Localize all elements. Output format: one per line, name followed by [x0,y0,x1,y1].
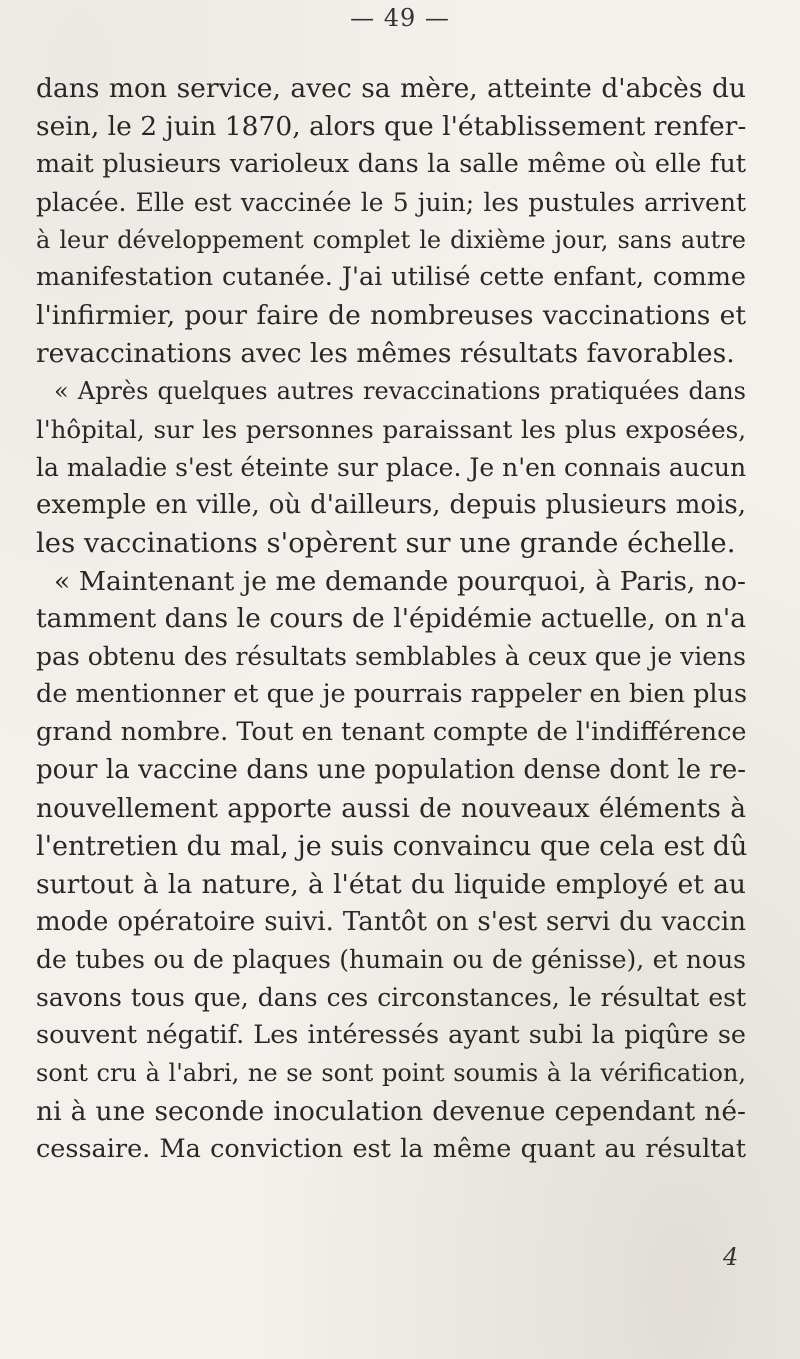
text-line: « Après quelques autres revaccinations pratiquées dans [54,377,746,406]
text-line: tamment dans le cours de l'épidémie actuelle, on n'a [36,603,746,635]
text-line: à leur développement complet le dixième jour, sans autre [36,225,746,254]
text-line: revaccinations avec les mêmes résultats favorables. [36,338,735,370]
text-line: les vaccinations s'opèrent sur une grande échelle. [36,526,736,559]
text-line: mode opératoire suivi. Tantôt on s'est servi du vaccin [36,906,746,937]
text-line: exemple en ville, où d'ailleurs, depuis plusieurs mois, [36,489,746,520]
text-line: ni à une seconde inoculation devenue cependant né- [36,1096,746,1128]
text-line: dans mon service, avec sa mère, atteinte d'abcès du [36,73,746,104]
text-line: de mentionner et que je pourrais rappeler en bien plus [36,679,748,710]
text-line: cessaire. Ma conviction est la même quant au résultat [36,1133,746,1164]
text-line: souvent négatif. Les intéressés ayant subi la piqûre se [36,1020,746,1051]
text-line: sont cru à l'abri, ne se sont point soumis à la vérification, [36,1059,746,1088]
text-line: la maladie s'est éteinte sur place. Je n'en connais aucun [36,452,747,482]
text-line: surtout à la nature, à l'état du liquide employé et au [36,868,746,900]
text-line: pas obtenu des résultats semblables à ceux que je viens [36,642,746,672]
text-line: l'infirmier, pour faire de nombreuses vaccinations et [36,300,746,332]
text-line: manifestation cutanée. J'ai utilisé cette enfant, comme [36,262,746,293]
text-line: « Maintenant je me demande pourquoi, à Paris, no- [54,565,746,597]
text-line: mait plusieurs varioleux dans la salle même où elle fut [36,148,746,179]
text-line: grand nombre. Tout en tenant compte de l'indifférence [36,717,747,748]
text-line: placée. Elle est vaccinée le 5 juin; les pustules arrivent [36,187,746,217]
text-line: savons tous que, dans ces circonstances, le résultat est [36,983,746,1013]
text-line: l'entretien du mal, je suis convaincu que cela est dû [36,830,748,862]
text-line: de tubes ou de plaques (humain ou de génisse), et nous [36,945,746,975]
page-number-header: — 49 — [350,4,450,32]
printer-signature-mark: 4 [723,1243,739,1271]
text-line: sein, le 2 juin 1870, alors que l'établissement renfer- [36,110,747,142]
text-line: nouvellement apporte aussi de nouveaux éléments à [36,792,746,824]
text-line: l'hôpital, sur les personnes paraissant les plus exposées, [36,415,746,445]
text-line: pour la vaccine dans une population dense dont le re- [36,755,746,786]
body-text [36,70,746,1169]
